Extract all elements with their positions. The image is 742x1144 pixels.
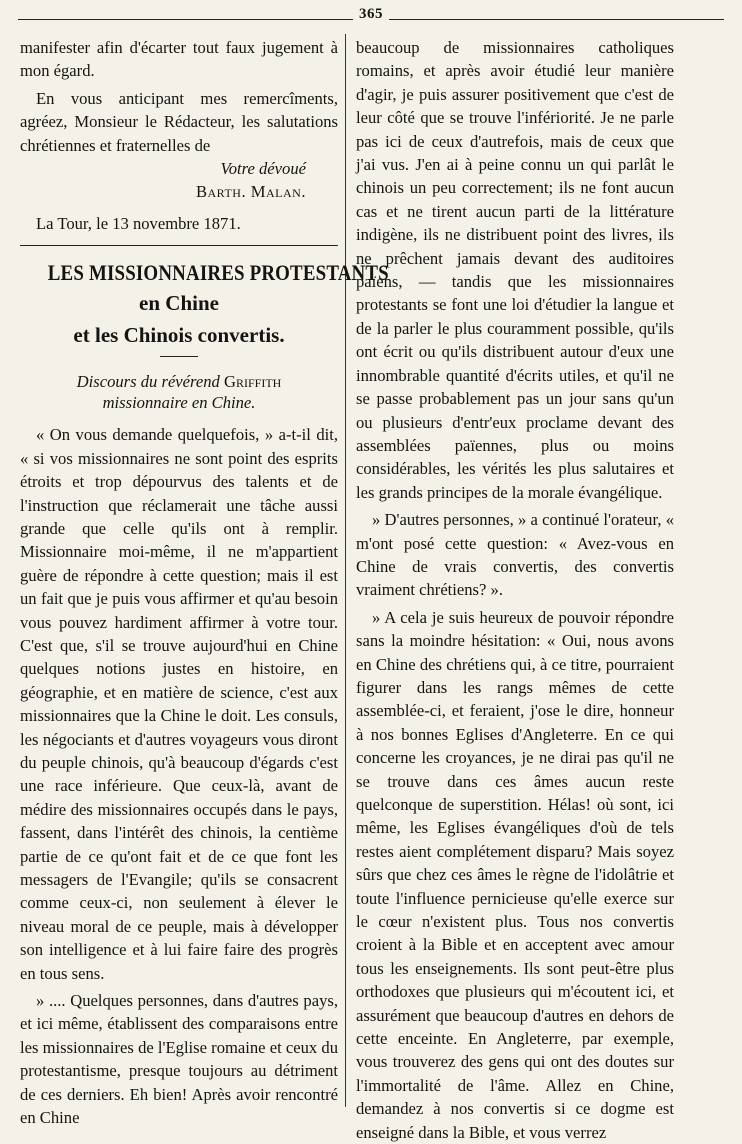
byline-suffix: missionnaire en Chine.	[102, 393, 256, 413]
byline	[20, 371, 338, 413]
byline-name: Griffith	[224, 372, 282, 392]
letter-end: manifester afin d'écarter tout faux jugement à mon égard.	[20, 38, 338, 81]
article-title-line-2: en Chine	[139, 291, 219, 316]
title-rule	[160, 356, 198, 357]
signature: Barth. Malan.	[195, 182, 306, 202]
column-divider	[345, 34, 346, 1107]
article-paragraph-2: » .... Quelques personnes, dans d'autres pays, et ici même, établissent des comparaisons entre les missionnaires de l'Eglise romaine et ceux du protestantisme, presque toujours au détriment de ces derniers. Eh bien! Après avoir rencontré en Chine	[20, 991, 338, 1128]
page-number	[0, 6, 742, 23]
byline-prefix: Discours du révérend	[76, 372, 220, 392]
article-paragraph-5: » A cela je suis heureux de pouvoir répondre sans la moindre hésitation: « Oui, nous avons en Chine des chrétiens qui, à ce titre, pourraient figurer dans les rangs mêmes de cette assemblée-ci, et feraient, j'ose le dire, honneur à nos bonnes Eglises d'Angleterre. En ce qui concerne les croyances, je ne dirai pas qu'il ne se trouve dans ces âmes aucun reste quelconque de superstition. Hélas! où sont, ici même, les Eglises évangéliques d'où de tels restes aient complétement disparu? Mais soyez sûrs que chez ces âmes le règne de l'idolâtrie et toute l'influence pernicieuse qu'elle exerce sur le cœur n'existent plus. Tous nos convertis croient à la Bible et en acceptent avec amour tous les enseignements. Ils sont peut-être plus orthodoxes que plusieurs qui m'écoutent ici, et assurément que beaucoup d'autres en dehors de cette enceinte. En Angleterre, par exemple, vous trouverez des gens qui ont des doutes sur l'immortalité de l'âme. Allez en Chine, demandez à nos convertis si ce dogme est enseigné dans la Bible, et vous verrez	[356, 607, 674, 1142]
right-column	[356, 36, 674, 1144]
article-paragraph-1: « On vous demande quelquefois, » a-t-il dit, « si vos missionnaires ne sont point des esprits étroits et trop dépourvus des talents et de l'instruction que réclamerait une tâche aussi grande que celle qu'ils ont à remplir. Missionnaire moi-même, il ne m'appartient guère de répondre à cette question; mais il est un fait que je puis vous affirmer et qu'au besoin vous pouvez hardiment affirmer à votre tour. C'est que, s'il se trouve aujourd'hui en Chine quelques notions justes en histoire, en géographie, et en matière de science, c'est aux missionnaires que la Chine le doit. Les consuls, les négociants et d'autres voyageurs vous diront du peuple chinois, qu'à beaucoup d'égards c'est une race inférieure. Que ceux-là, avant de médire des missionnaires occupés dans le pays, fassent, dans l'intérêt des chinois, la centième partie de ce qu'ont fait et de ce que font les messagers de l'Evangile; qu'ils se consacrent comme ceux-ci, non seulement à élever le niveau moral de ce peuple, mais à développer son intelligence et à lui faire faire des progrès en tous sens.	[20, 425, 338, 983]
letter-thanks: En vous anticipant mes remercîments, agréez, Monsieur le Rédacteur, les salutations chrétiennes et fraternelles de	[20, 88, 338, 155]
section-rule	[20, 245, 338, 246]
article-paragraph-3: beaucoup de missionnaires catholiques romains, et après avoir étudié leur manière d'agir, je puis assurer positivement que c'est de leur côté que se trouve l'infériorité. Je ne parle pas ici de ceux d'autrefois, mais de ceux que j'ai vus. J'en ai à peine connu un qui parlât le chinois un peu correctement; ils ne font aucun cas et ne tirent aucun parti de la littérature indigène, ils ne distribuent point des livres, ils ne prêchent jamais devant des auditoires païens, — tandis que les missionnaires protestants se font une loi d'étudier la langue et de la parler le plus couramment possible, qu'ils ont écrit ou qu'ils distribuent autour d'eux une innombrable quantité d'écrits utiles, et qu'il ne se passe probablement pas un jour sans qu'un ou plusieurs d'entr'eux proclame devant des assemblées païennes, plus ou moins considérables, les vérités les plus salutaires et les grands principes de la morale évangélique.	[356, 38, 674, 502]
closing-phrase: Votre dévoué	[220, 159, 306, 179]
article-title-line-3: et les Chinois convertis.	[73, 322, 285, 347]
article-title	[20, 260, 389, 348]
page-number-text: 365	[353, 6, 389, 22]
article-paragraph-4: » D'autres personnes, » a continué l'orateur, « m'ont posé cette question: « Avez-vous en Chine de vrais convertis, des convertis vraiment chrétiens? ».	[356, 510, 674, 600]
dateline: La Tour, le 13 novembre 1871.	[36, 213, 241, 233]
article-title-line-1: LES MISSIONNAIRES PROTESTANTS	[47, 260, 389, 286]
left-column	[20, 36, 389, 1129]
letter-closing	[20, 157, 338, 204]
